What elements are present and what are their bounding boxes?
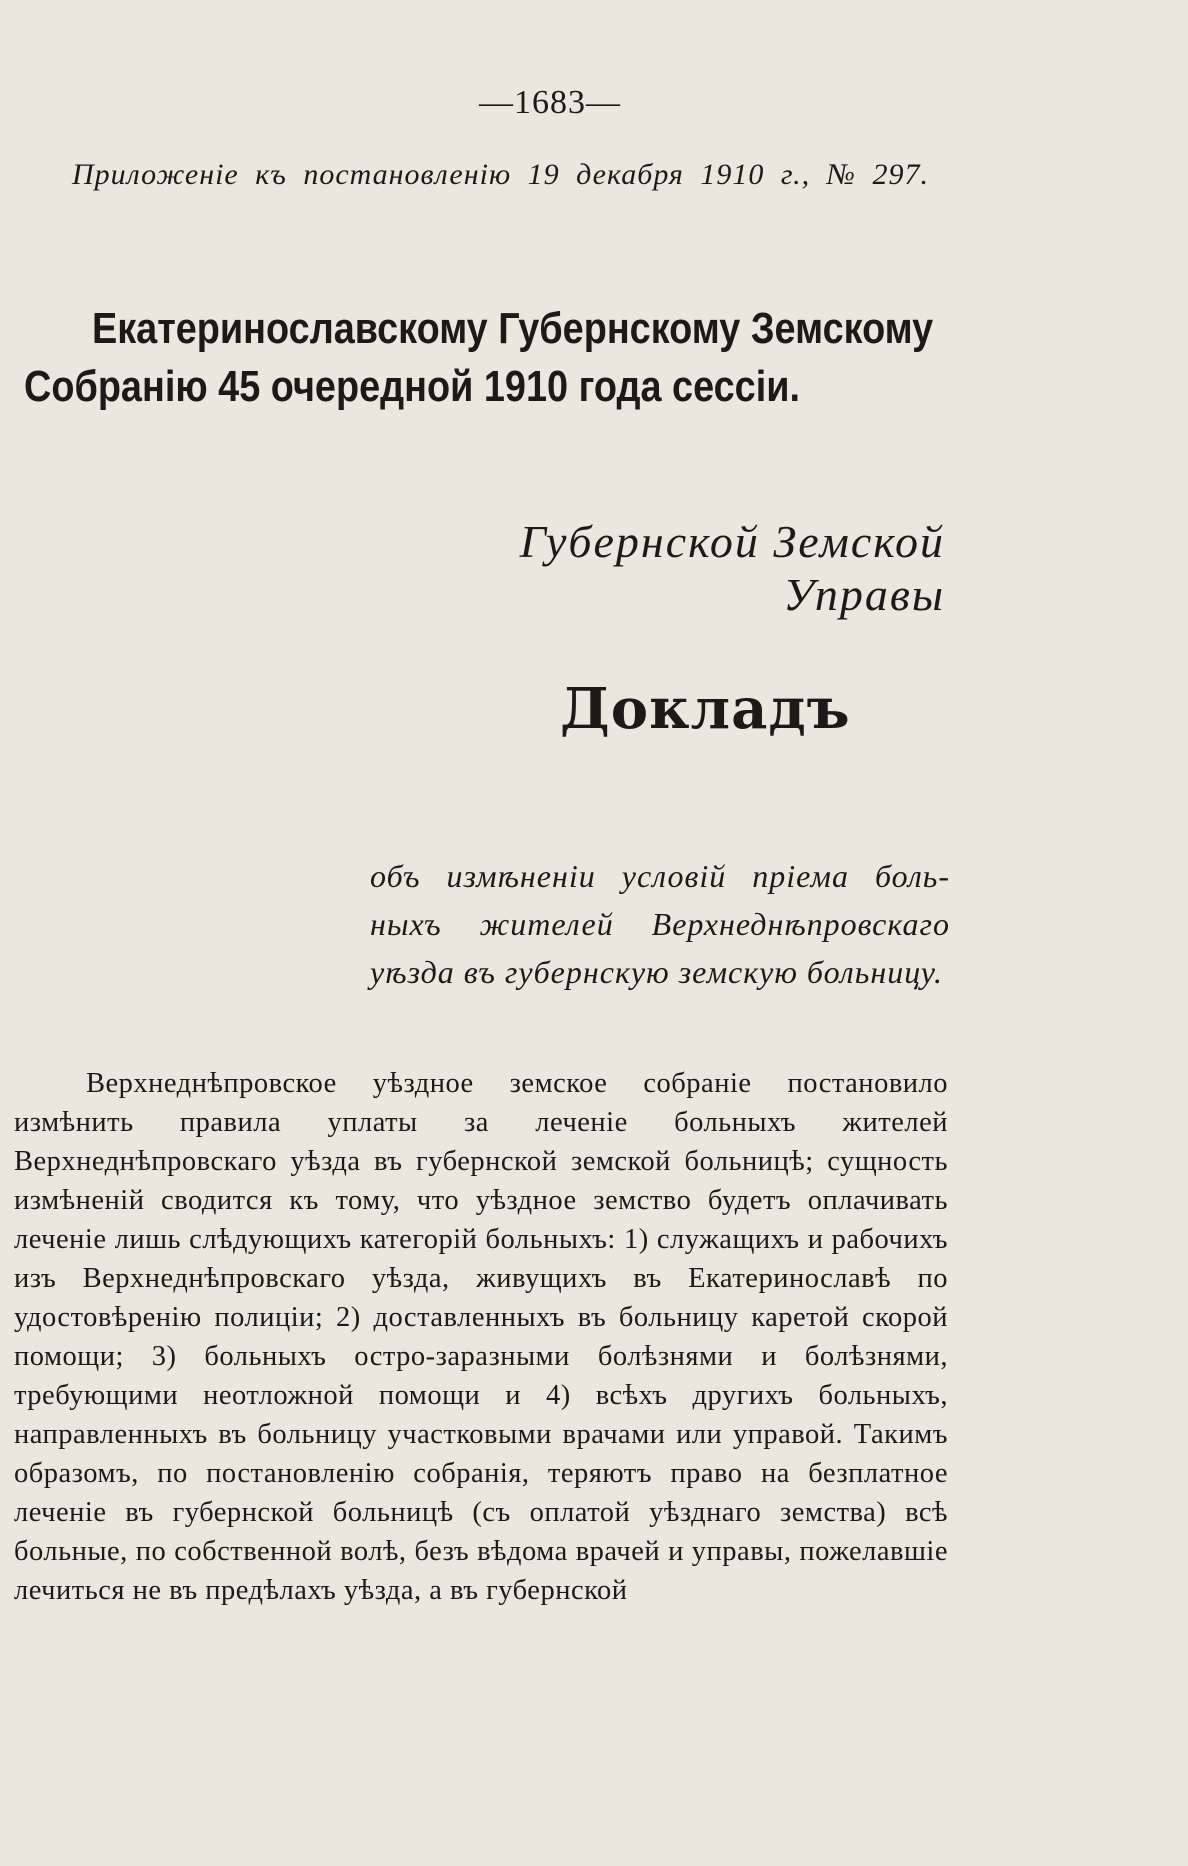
heading-line-2: Собранію 45 очередной 1910 года сессіи. <box>24 362 801 411</box>
topic-line-3: уѣзда въ губернскую земскую больницу. <box>370 954 943 990</box>
document-title: Докладъ <box>560 676 851 742</box>
body-paragraph: Верхнеднѣпровское уѣздное земское собраніе постановило измѣнить правила уплаты за леченіе больныхъ жителей Верхнеднѣпровскаго уѣзда въ губернской земской больницѣ; сущность измѣненій сводится къ тому, что уѣздное земство будетъ оплачивать леченіе лишь слѣдующихъ категорій больныхъ: 1) служащихъ и рабочихъ изъ Верхнеднѣпровскаго уѣзда, живущихъ въ Екатеринославѣ по удостовѣренію полиціи; 2) доставленныхъ въ больницу каретой скорой помощи; 3) больныхъ остро-заразными болѣзнями и болѣзнями, требующими неотложной помощи и 4) всѣхъ другихъ больныхъ, направленныхъ въ больницу участковыми врачами или управой. Такимъ образомъ, по постановленію собранія, теряютъ право на безплатное леченіе въ губернской больницѣ (съ оплатой уѣзднаго земства) всѣ больные, по собственной волѣ, безъ вѣдома врачей и управы, пожелавшіе лечиться не въ предѣлахъ уѣзда, а въ губернской <box>14 1068 948 1606</box>
topic-block <box>370 852 950 996</box>
subtitle: Губернской Земской Управы <box>519 516 945 620</box>
page-number: —1683— <box>479 84 621 121</box>
appendix-note: Приложеніе къ постановленію 19 декабря 1910 г., № 297. <box>72 158 929 191</box>
topic-line-1: объ измѣненіи условій пріема боль- <box>370 858 950 894</box>
topic-line-2: ныхъ жителей Верхнеднѣпровскаго <box>370 906 950 942</box>
heading-line-1: Екатеринославскому Губернскому Земскому <box>92 304 934 353</box>
